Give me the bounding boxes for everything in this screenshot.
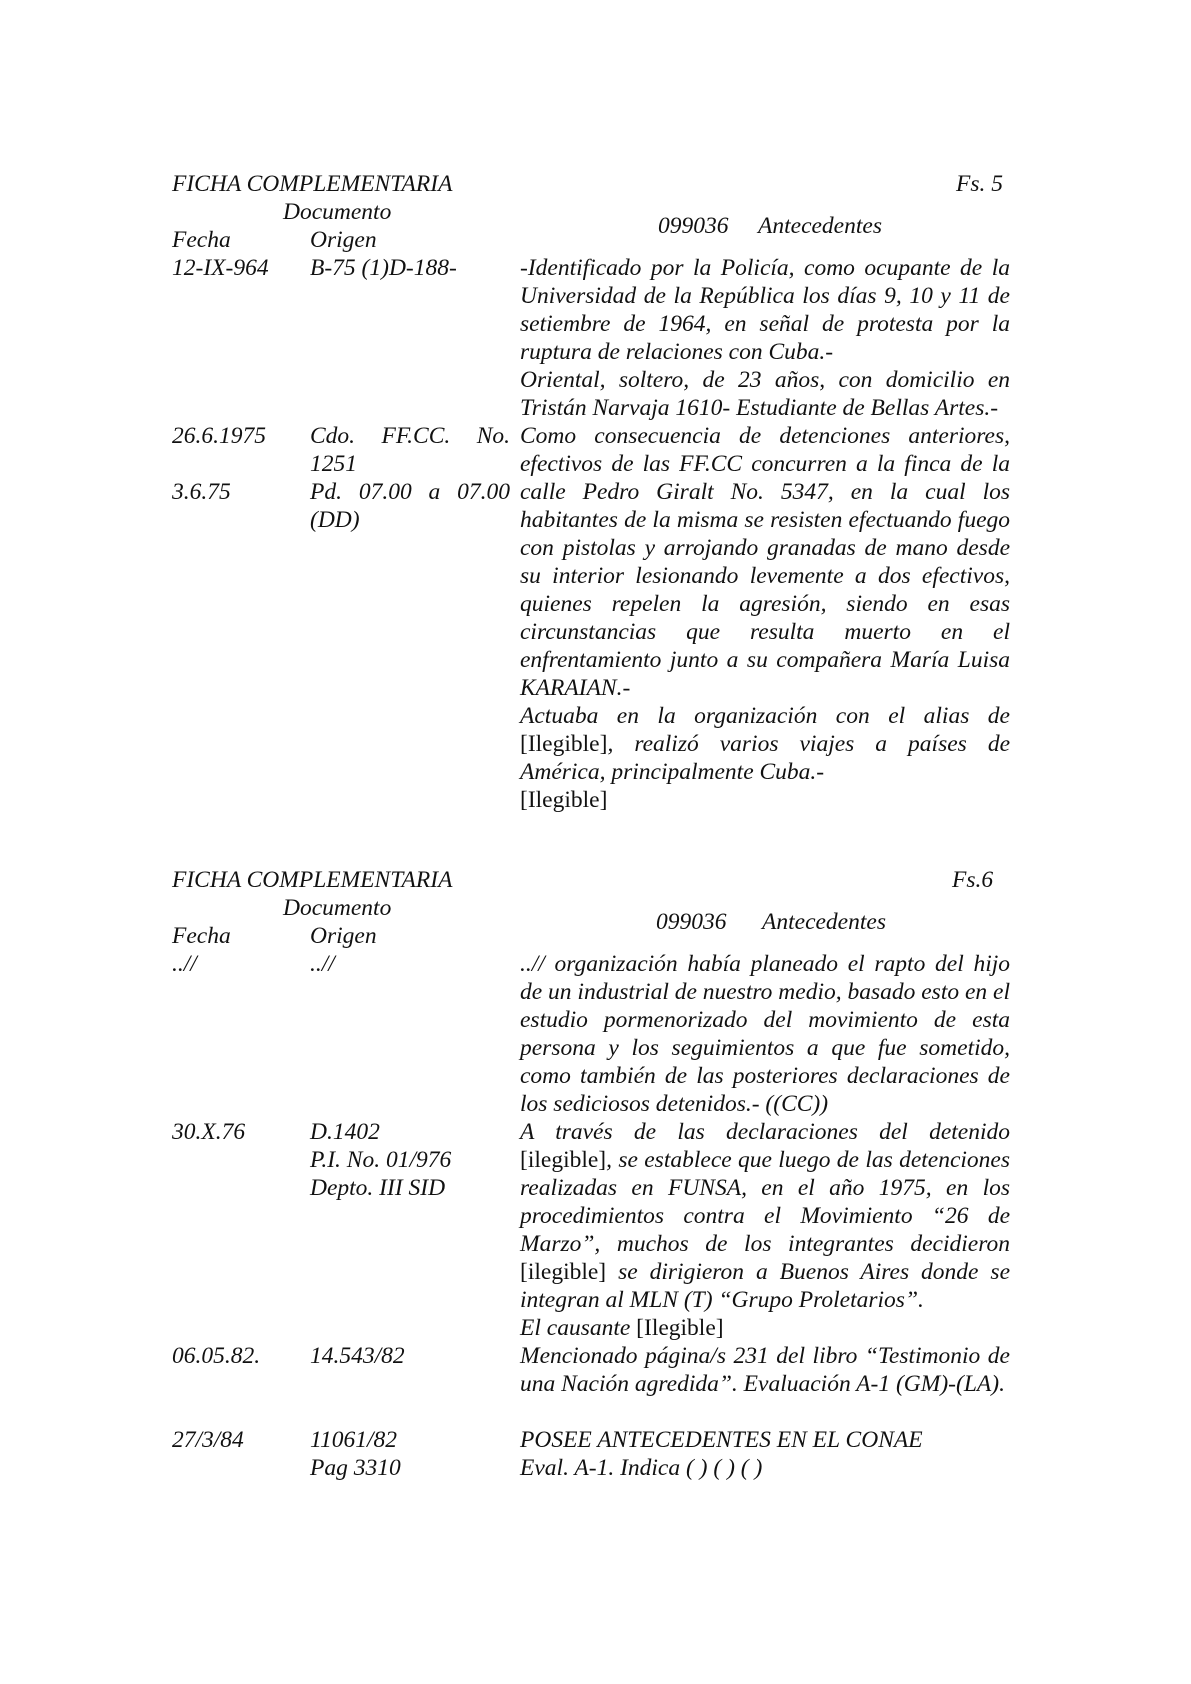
illegible-mark: [Ilegible] [520, 731, 608, 757]
illegible-mark: [Ilegible] [520, 787, 608, 813]
column-fecha: Fecha [172, 227, 231, 253]
column-documento: Documento [283, 895, 392, 921]
entry-text [520, 1426, 1010, 1482]
entry-paragraph: Oriental, soltero, de 23 años, con domicilio en Tristán Narvaja 1610- Estudiante de Bellas Artes.- [520, 367, 1010, 421]
entry-text [520, 422, 1010, 814]
record-entry [172, 950, 1018, 1118]
record-entry [172, 1118, 1018, 1342]
entry-date: 12-IX-964 [172, 255, 269, 281]
ficha-header [172, 170, 1018, 198]
column-documento: Documento [283, 199, 392, 225]
illegible-mark: [ilegible] [520, 1147, 607, 1173]
entry-paragraph: POSEE ANTECEDENTES EN EL CONAE [520, 1427, 923, 1453]
ficha-fs6 [172, 866, 1018, 1482]
entry-date: 27/3/84 [172, 1427, 244, 1453]
column-antecedentes: Antecedentes [762, 909, 886, 935]
column-headers [172, 198, 1018, 254]
file-number: 099036 [658, 213, 729, 239]
folio-number: Fs. 5 [956, 171, 1003, 197]
entry-paragraph: A través de las declaraciones del detenido [ilegible], se establece que luego de las detenciones realizadas en FUNSA, en el año 1975, en los procedimientos contra el Movimiento “26 de Marzo”, muchos de los integrantes decidieron [ilegible] se dirigieron a Buenos Aires donde se integran al MLN (T) “Grupo Proletarios”. [520, 1119, 1011, 1313]
entry-origin: 14.543/82 [310, 1343, 405, 1369]
record-entry [172, 1342, 1018, 1398]
entry-paragraph: Como consecuencia de detenciones anteriores, efectivos de las FF.CC concurren a la finca de la calle Pedro Giralt No. 5347, en la cual los habitantes de la misma se resisten efectuando fuego con pistolas y arrojando granadas de mano desde su interior lesionando levemente a dos efectivos, quienes repelen la agresión, siendo en esas circunstancias que resulta muerto en el enfrentamiento junto a su compañera María Luisa KARAIAN.- [520, 423, 1010, 701]
column-origen: Origen [310, 923, 377, 949]
file-number: 099036 [656, 909, 727, 935]
entry-origin: B-75 (1)D-188- [310, 255, 457, 281]
ficha-fs5 [172, 170, 1018, 814]
entry-paragraph: El causante [Ilegible] [520, 1315, 724, 1341]
entry-date: 26.6.1975 [172, 423, 266, 449]
entry-date: 3.6.75 [172, 479, 231, 505]
entry-origins [310, 1118, 510, 1342]
ficha-title: FICHA COMPLEMENTARIA [172, 867, 453, 893]
entry-text [520, 1118, 1010, 1342]
entry-date: 30.X.76 [172, 1119, 246, 1145]
entry-origin: Pd. 07.00 a 07.00 [310, 479, 510, 505]
column-antecedentes: Antecedentes [758, 213, 882, 239]
entry-dates [172, 422, 310, 814]
entry-origin: ..// [310, 951, 335, 977]
entry-paragraph: -Identificado por la Policía, como ocupante de la Universidad de la República los días 9, 10 y 11 de setiembre de 1964, en señal de protesta por la ruptura de relaciones con Cuba.- [520, 255, 1010, 365]
entry-origin: P.I. No. 01/976 [310, 1147, 452, 1173]
entry-origin: (DD) [310, 507, 360, 533]
entry-origin: 11061/82 [310, 1427, 398, 1453]
entry-origin: D.1402 [310, 1119, 380, 1145]
column-headers [172, 894, 1018, 950]
ficha-title: FICHA COMPLEMENTARIA [172, 171, 453, 197]
entry-origin: Pag 3310 [310, 1455, 401, 1481]
entry-origins [310, 1426, 510, 1482]
folio-number: Fs.6 [952, 867, 994, 893]
entry-text [520, 254, 1010, 422]
record-entry [172, 254, 1018, 422]
record-entry [172, 1426, 1018, 1482]
illegible-mark: [Ilegible] [636, 1315, 724, 1341]
spacer [172, 1398, 1018, 1426]
entry-origin: Cdo. FF.CC. No. [310, 423, 510, 449]
entry-origin: 1251 [310, 451, 357, 477]
entry-text: ..// organización había planeado el rapto del hijo de un industrial de nuestro medio, basado esto en el estudio pormenorizado del movimiento de esta persona y los seguimientos a que fue sometido, como también de las posteriores declaraciones de los sediciosos detenidos.- ((CC)) [520, 951, 1010, 1117]
entry-date: ..// [172, 951, 197, 977]
entry-paragraph: Eval. A-1. Indica ( ) ( ) ( ) [520, 1455, 763, 1481]
entry-origins [310, 422, 510, 814]
ficha-header [172, 866, 1018, 894]
record-entry [172, 422, 1018, 814]
entry-origin: Depto. III SID [310, 1175, 446, 1201]
entry-paragraph: Actuaba en la organización con el alias de [Ilegible], realizó varios viajes a países de América, principalmente Cuba.- [520, 703, 1010, 785]
illegible-mark: [ilegible] [520, 1259, 607, 1285]
column-origen: Origen [310, 227, 377, 253]
entry-date: 06.05.82. [172, 1343, 261, 1369]
column-fecha: Fecha [172, 923, 231, 949]
entry-text: Mencionado página/s 231 del libro “Testimonio de una Nación agredida”. Evaluación A-1 (GM)-(LA). [520, 1343, 1010, 1397]
